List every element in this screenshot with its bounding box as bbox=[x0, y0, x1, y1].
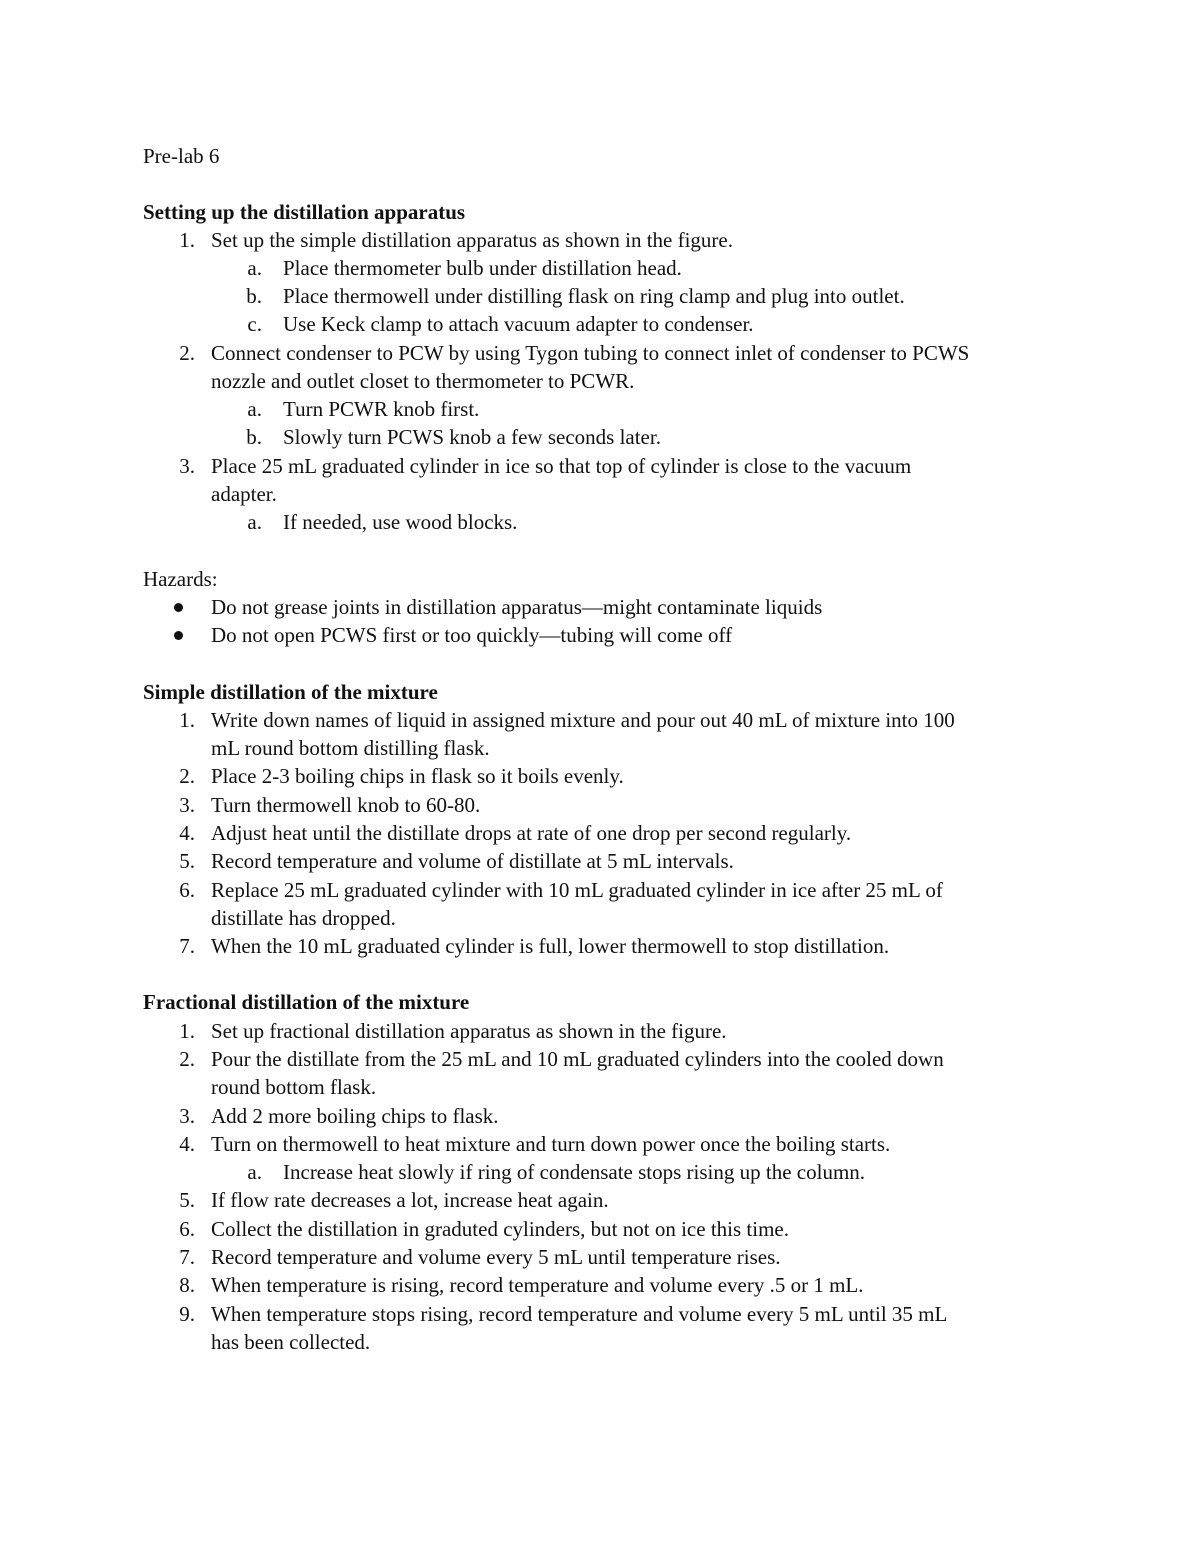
sublist-item: Use Keck clamp to attach vacuum adapter to condenser. bbox=[283, 312, 754, 336]
list-item: Add 2 more boiling chips to flask. bbox=[211, 1104, 499, 1128]
list-number: 2. bbox=[179, 764, 195, 788]
list-item-continuation: has been collected. bbox=[211, 1330, 371, 1354]
sublist-label: b. bbox=[246, 284, 262, 308]
list-number: 5. bbox=[179, 849, 195, 873]
list-item: Place 25 mL graduated cylinder in ice so that top of cylinder is close to the vacuum bbox=[211, 454, 912, 478]
list-item-continuation: mL round bottom distilling flask. bbox=[211, 736, 490, 760]
list-item: Set up fractional distillation apparatus as shown in the figure. bbox=[211, 1019, 727, 1043]
list-item: When temperature is rising, record temperature and volume every .5 or 1 mL. bbox=[211, 1273, 864, 1297]
list-item-continuation: round bottom flask. bbox=[211, 1075, 377, 1099]
bullet-icon bbox=[174, 631, 183, 640]
list-item: Turn on thermowell to heat mixture and turn down power once the boiling starts. bbox=[211, 1132, 891, 1156]
list-number: 1. bbox=[179, 1019, 195, 1043]
list-number: 7. bbox=[179, 934, 195, 958]
section-heading-setup: Setting up the distillation apparatus bbox=[143, 200, 466, 224]
sublist-item: Place thermowell under distilling flask on ring clamp and plug into outlet. bbox=[283, 284, 905, 308]
sublist-label: b. bbox=[246, 425, 262, 449]
list-number: 6. bbox=[179, 1217, 195, 1241]
list-number: 9. bbox=[179, 1302, 195, 1326]
list-item: Record temperature and volume of distillate at 5 mL intervals. bbox=[211, 849, 734, 873]
list-number: 2. bbox=[179, 1047, 195, 1071]
list-number: 4. bbox=[179, 821, 195, 845]
page-title: Pre-lab 6 bbox=[143, 144, 220, 168]
section-heading-fractional: Fractional distillation of the mixture bbox=[143, 990, 470, 1014]
sublist-item: Slowly turn PCWS knob a few seconds later. bbox=[283, 425, 661, 449]
sublist-label: a. bbox=[247, 256, 262, 280]
hazards-heading: Hazards: bbox=[143, 567, 218, 591]
hazard-item: Do not open PCWS first or too quickly—tubing will come off bbox=[211, 623, 733, 647]
list-item: Turn thermowell knob to 60-80. bbox=[211, 793, 481, 817]
list-number: 1. bbox=[179, 708, 195, 732]
list-number: 3. bbox=[179, 1104, 195, 1128]
list-item: Write down names of liquid in assigned mixture and pour out 40 mL of mixture into 100 bbox=[211, 708, 955, 732]
list-item: Pour the distillate from the 25 mL and 10 mL graduated cylinders into the cooled down bbox=[211, 1047, 944, 1071]
list-item: When the 10 mL graduated cylinder is full, lower thermowell to stop distillation. bbox=[211, 934, 890, 958]
sublist-label: a. bbox=[247, 1160, 262, 1184]
sublist-item: Increase heat slowly if ring of condensate stops rising up the column. bbox=[283, 1160, 866, 1184]
sublist-item: If needed, use wood blocks. bbox=[283, 510, 518, 534]
list-number: 1. bbox=[179, 228, 195, 252]
list-number: 2. bbox=[179, 341, 195, 365]
list-number: 5. bbox=[179, 1188, 195, 1212]
list-item: Record temperature and volume every 5 mL until temperature rises. bbox=[211, 1245, 781, 1269]
sublist-label: c. bbox=[247, 312, 262, 336]
list-item-continuation: distillate has dropped. bbox=[211, 906, 396, 930]
list-item: If flow rate decreases a lot, increase heat again. bbox=[211, 1188, 609, 1212]
list-item: Set up the simple distillation apparatus as shown in the figure. bbox=[211, 228, 733, 252]
list-item: Replace 25 mL graduated cylinder with 10 mL graduated cylinder in ice after 25 mL of bbox=[211, 878, 943, 902]
list-item-continuation: adapter. bbox=[211, 482, 277, 506]
list-number: 7. bbox=[179, 1245, 195, 1269]
list-number: 8. bbox=[179, 1273, 195, 1297]
list-number: 4. bbox=[179, 1132, 195, 1156]
list-number: 3. bbox=[179, 454, 195, 478]
list-number: 3. bbox=[179, 793, 195, 817]
sublist-label: a. bbox=[247, 510, 262, 534]
list-item: Place 2-3 boiling chips in flask so it boils evenly. bbox=[211, 764, 624, 788]
list-item: When temperature stops rising, record temperature and volume every 5 mL until 35 mL bbox=[211, 1302, 948, 1326]
list-item-continuation: nozzle and outlet closet to thermometer to PCWR. bbox=[211, 369, 635, 393]
list-number: 6. bbox=[179, 878, 195, 902]
sublist-item: Place thermometer bulb under distillation head. bbox=[283, 256, 682, 280]
sublist-label: a. bbox=[247, 397, 262, 421]
sublist-item: Turn PCWR knob first. bbox=[283, 397, 480, 421]
bullet-icon bbox=[174, 603, 183, 612]
section-heading-simple: Simple distillation of the mixture bbox=[143, 680, 438, 704]
hazard-item: Do not grease joints in distillation apparatus—might contaminate liquids bbox=[211, 595, 823, 619]
list-item: Adjust heat until the distillate drops at rate of one drop per second regularly. bbox=[211, 821, 852, 845]
list-item: Connect condenser to PCW by using Tygon tubing to connect inlet of condenser to PCWS bbox=[211, 341, 970, 365]
list-item: Collect the distillation in graduted cylinders, but not on ice this time. bbox=[211, 1217, 789, 1241]
